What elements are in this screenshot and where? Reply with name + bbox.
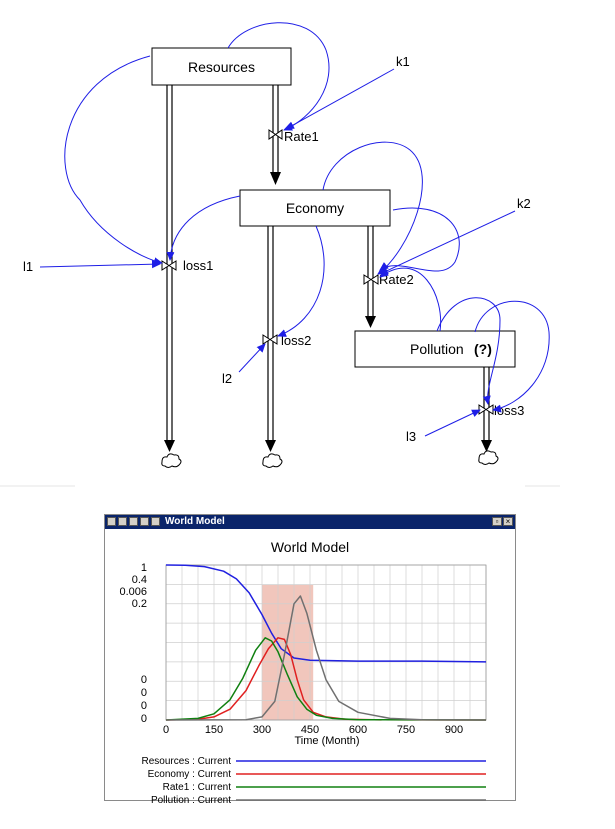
y-tick-label: 0 [140, 713, 147, 725]
flow-rate2-label: Rate2 [379, 272, 414, 287]
link-l2-loss2 [239, 344, 265, 372]
x-tick-label: 0 [162, 724, 170, 736]
variable-l2[interactable]: l2 [222, 371, 233, 386]
titlebar-buttons [492, 517, 513, 526]
stock-resources[interactable] [152, 48, 291, 85]
flow-loss3-label: loss3 [494, 403, 525, 418]
window-titlebar[interactable] [105, 515, 515, 529]
y-tick-label: 0.2 [131, 598, 147, 610]
y-tick-label: 0 [140, 700, 147, 712]
x-tick-label: 150 [204, 724, 224, 736]
close-icon[interactable]: × [503, 517, 513, 526]
stock-pollution[interactable] [355, 331, 515, 367]
stock-economy[interactable] [240, 190, 390, 226]
link-economy-loss1 [170, 196, 240, 260]
x-tick-label: 450 [300, 724, 320, 736]
legend-label: Economy : Current [147, 769, 231, 780]
svg-text:Pollution [410, 341, 464, 357]
minimize-icon[interactable] [107, 517, 116, 526]
x-tick-label: 300 [252, 724, 272, 736]
cloud-sink-icon [479, 451, 498, 465]
link-k1-rate1 [286, 69, 394, 129]
link-l3-loss3 [425, 410, 480, 436]
variable-k1[interactable]: k1 [396, 54, 410, 69]
legend-label: Rate1 : Current [162, 782, 231, 793]
link-economy-rate2-loop [380, 208, 459, 271]
legend-label: Resources : Current [141, 756, 231, 767]
x-tick-label: 600 [348, 724, 368, 736]
link-l1-loss1 [40, 264, 160, 267]
flow-loss2-label: loss2 [281, 333, 312, 348]
link-k2-rate2 [380, 211, 515, 274]
stock-economy-label: Economy [285, 200, 345, 216]
y-tick-label: 1 [140, 562, 147, 574]
chart-title: World Model [270, 539, 350, 555]
flow-rate1-label: Rate1 [284, 129, 319, 144]
link-economy-loss2 [278, 226, 324, 336]
x-tick-label: 900 [444, 724, 464, 736]
y-tick-label: 0.4 [131, 574, 147, 586]
cloud-sink-icon [263, 454, 282, 468]
x-tick-label: 750 [396, 724, 416, 736]
flow-loss1-label: loss1 [183, 258, 214, 273]
y-tick-label: 0 [140, 687, 147, 699]
variable-l1[interactable]: l1 [23, 259, 34, 274]
stock-pollution-marker: (?) [474, 341, 492, 357]
variable-l3[interactable]: l3 [406, 429, 417, 444]
stock-pollution-label: Pollution [410, 341, 464, 357]
stock-resources-label: Resources [188, 59, 255, 75]
print-icon[interactable] [129, 517, 138, 526]
copy-icon[interactable] [140, 517, 149, 526]
legend-label: Pollution : Current [150, 795, 231, 806]
link-resources-loss1 [65, 56, 162, 263]
doc-icon[interactable] [151, 517, 160, 526]
y-tick-label: 0.006 [119, 586, 147, 598]
world-model-chart [105, 530, 515, 806]
x-axis-label: Time (Month) [294, 735, 360, 747]
graph-window[interactable] [104, 514, 516, 806]
variable-k2[interactable]: k2 [517, 196, 531, 211]
window-title: World Model [165, 516, 225, 527]
restore-icon[interactable]: ▫ [492, 517, 502, 526]
titlebar-toolbar [107, 517, 160, 526]
y-tick-label: 0 [140, 674, 147, 686]
cloud-sink-icon [162, 454, 181, 468]
plot-area [119, 562, 486, 736]
lock-icon[interactable] [118, 517, 127, 526]
chart-legend [142, 756, 486, 806]
